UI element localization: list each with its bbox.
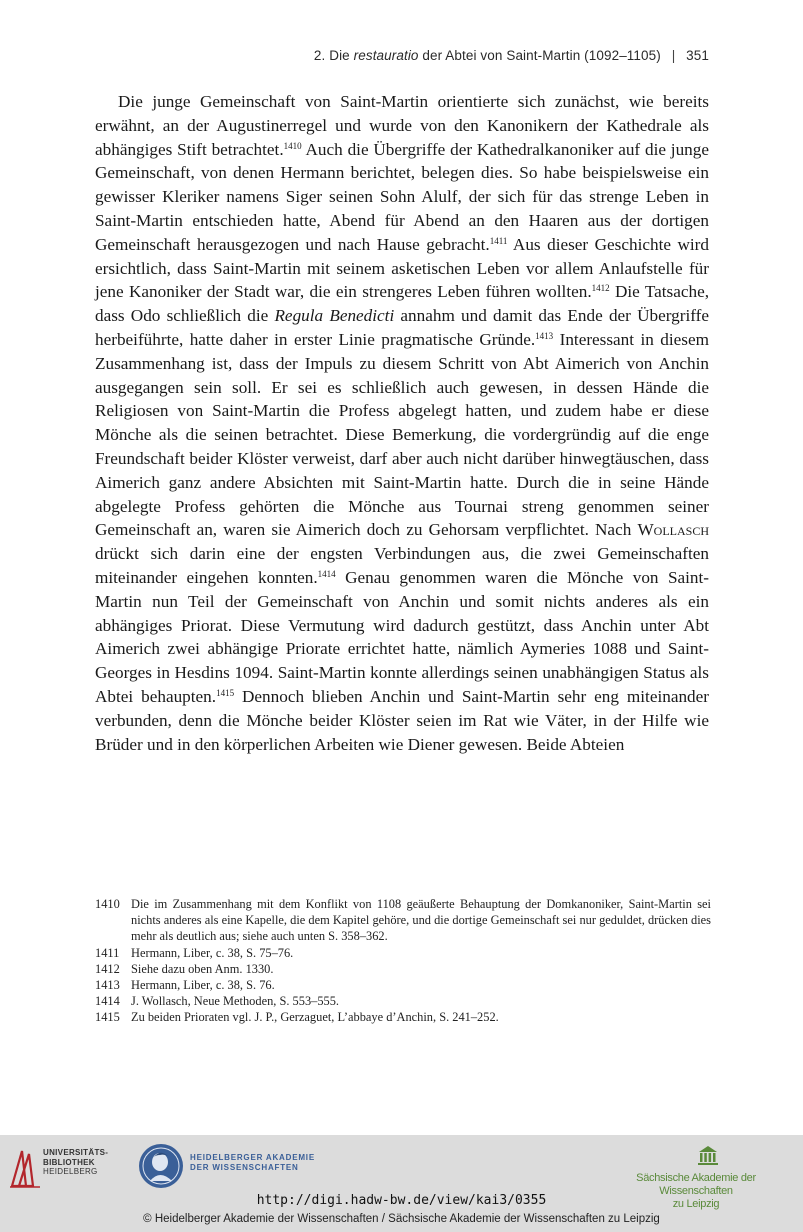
ub-line: BIBLIOTHEK <box>43 1157 95 1167</box>
footnote-text: J. Wollasch, Neue Methoden, S. 553–555. <box>131 994 340 1009</box>
text-run: drückt sich darin eine der engsten Verbindungen aus, die zwei Gemeinschaften miteinander eingehen konnten. <box>95 544 709 587</box>
author-smallcaps: Wollasch <box>637 520 709 540</box>
text-run: Aus dieser Geschichte wird ersichtlich, dass Saint-Martin mit seinem asketischen Leben vor allem Anlaufstelle für jene Kanoniker der Stadt war, die ein strengeres Leben führen wollten. <box>95 234 709 302</box>
footnote-1412 <box>95 961 711 977</box>
footnote-text: Hermann, Liber, c. 38, S. 75–76. <box>131 945 294 960</box>
text-run: Auch die Übergriffe der Kathedralkanoniker auf die junge Gemeinschaft, von denen Hermann berichtet, belegen dies. So habe beispielsweise ein gewisser Kleriker namens Siger seinen Sohn Alulf, der sich für das strenge Leben in Saint-Martin entschieden hatte, Abend für Abend an den Haaren aus der dortigen Gemeinschaft herausgezogen und nach Hause gebracht. <box>95 139 709 254</box>
footnote-number: 1415 <box>95 1010 120 1025</box>
footnote-1414 <box>95 993 711 1009</box>
university-library-label <box>43 1148 108 1177</box>
chapter-italic: restauratio <box>353 48 419 63</box>
copyright-notice: © Heidelberger Akademie der Wissenschaften / Sächsische Akademie der Wissenschaften zu Leipzig <box>143 1213 660 1225</box>
footnote-ref-1413[interactable]: 1413 <box>535 330 554 341</box>
text-run: Interessant in diesem Zusammenhang ist, dass der Impuls zu diesem Schritt von Abt Aimerich von Anchin ausgegangen sein soll. Er sei es schließlich auch gewesen, in dessen Hände die Religiosen von Saint-Martin die Profess abgelegt hatten, und zudem habe er diese Mönche als die seinen betrachtet. Diese Bemerkung, die vordergründig auf die enge Freundschaft beider Klöster verweist, darf aber auch nicht darüber hinwegtäuschen, dass Aimerich ganz andere Absichten mit Saint-Martin hatte. Durch die in seine Hände abgelegte Profess gehörten die Mönche aus Tournai streng genommen seiner Gemeinschaft an, waren sie Aimerich doch zu Gehorsam verpflichtet. Nach <box>95 329 709 540</box>
saxon-academy-building-icon[interactable] <box>697 1144 719 1166</box>
ub-line: HEIDELBERG <box>43 1167 98 1176</box>
footnote-1411 <box>95 945 711 961</box>
saw-line: zu Leipzig <box>672 1198 720 1210</box>
permalink-url[interactable]: http://digi.hadw-bw.de/view/kai3/0355 <box>256 1193 547 1208</box>
footnotes <box>95 896 711 1026</box>
text-run: annahm und damit das Ende der Übergriffe herbeiführte, hatte daher in erster Linie pragmatische Gründe. <box>95 306 709 349</box>
academy-label <box>190 1153 315 1173</box>
footnote-ref-1415[interactable]: 1415 <box>216 687 235 698</box>
footnote-text: Die im Zusammenhang mit dem Konflikt von 1108 geäußerte Behauptung der Domkanoniker, Saint-Martin sei nichts anderes als eine Kapelle, die dem Kapitel gehöre, und die dortige Gemeinschaft sei nur geduldet, drücken dies mehr als deutlich aus; siehe auch unten S. 358–362. <box>131 897 711 944</box>
header-separator: | <box>671 48 676 63</box>
italic-title: Regula Benedicti <box>274 306 395 326</box>
footnote-text: Zu beiden Prioraten vgl. J. P., Gerzaguet, L’abbaye d’Anchin, S. 241–252. <box>131 1010 499 1025</box>
footnote-1410 <box>95 896 711 945</box>
footnote-ref-1410[interactable]: 1410 <box>283 140 302 151</box>
academy-seal-icon[interactable] <box>138 1143 184 1189</box>
ub-line: UNIVERSITÄTS- <box>43 1148 109 1157</box>
footnote-number: 1413 <box>95 978 120 993</box>
text-run: Dennoch blieben Anchin und Saint-Martin sehr eng miteinander verbunden, denn die Mönche beider Klöster seien im Rat wie Väter, in der Hilfe wie Brüder und in den körperlichen Arbeiten wie Diener gewesen. Beide Abteien <box>95 686 709 754</box>
paragraph <box>95 90 709 756</box>
footnote-number: 1414 <box>95 994 120 1009</box>
running-head <box>94 48 709 63</box>
footnote-ref-1412[interactable]: 1412 <box>591 283 610 294</box>
footnote-text: Hermann, Liber, c. 38, S. 76. <box>131 978 275 993</box>
footnote-ref-1411[interactable]: 1411 <box>489 235 508 246</box>
footnote-number: 1410 <box>95 897 120 911</box>
footnote-1413 <box>95 977 711 993</box>
saw-line: Sächsische Akademie der Wissenschaften <box>636 1172 756 1197</box>
chapter-prefix: 2. Die <box>313 48 350 63</box>
body-text <box>95 90 709 756</box>
page-number: 351 <box>686 48 709 63</box>
footnote-number: 1412 <box>95 961 120 976</box>
footnote-1415 <box>95 1009 711 1025</box>
footnote-text: Siehe dazu oben Anm. 1330. <box>131 961 274 976</box>
text-run: Genau genommen waren die Mönche von Saint-Martin nun Teil der Gemeinschaft von Anchin und somit nichts anderes als ein abhängiges Priorat. Diese Vermutung wird dadurch gestützt, dass Anchin unter Abt Aimerich zwei abhängige Priorate errichtet hatte, nämlich Aymeries 1088 und Saint-Georges in Hesdins 1094. Saint-Martin konnte allerdings seinen unabhängigen Status als Abtei behaupten. <box>95 567 710 706</box>
viewer-footer <box>0 1135 803 1232</box>
footnote-ref-1414[interactable]: 1414 <box>317 568 336 579</box>
text-run: Die Tatsache, dass Odo schließlich die <box>95 282 709 326</box>
chapter-suffix: der Abtei von Saint-Martin (1092–1105) <box>422 48 661 63</box>
academy-line: DER WISSENSCHAFTEN <box>190 1163 299 1172</box>
academy-line: HEIDELBERGER AKADEMIE <box>190 1153 315 1162</box>
text-run: Die junge Gemeinschaft von Saint-Martin orientierte sich zunächst, wie bereits erwähnt, an der Augustinerregel und wurde von den Kanonikern der Kathedrale als abhängiges Stift betrachtet. <box>95 92 709 159</box>
footnote-number: 1411 <box>95 945 120 960</box>
